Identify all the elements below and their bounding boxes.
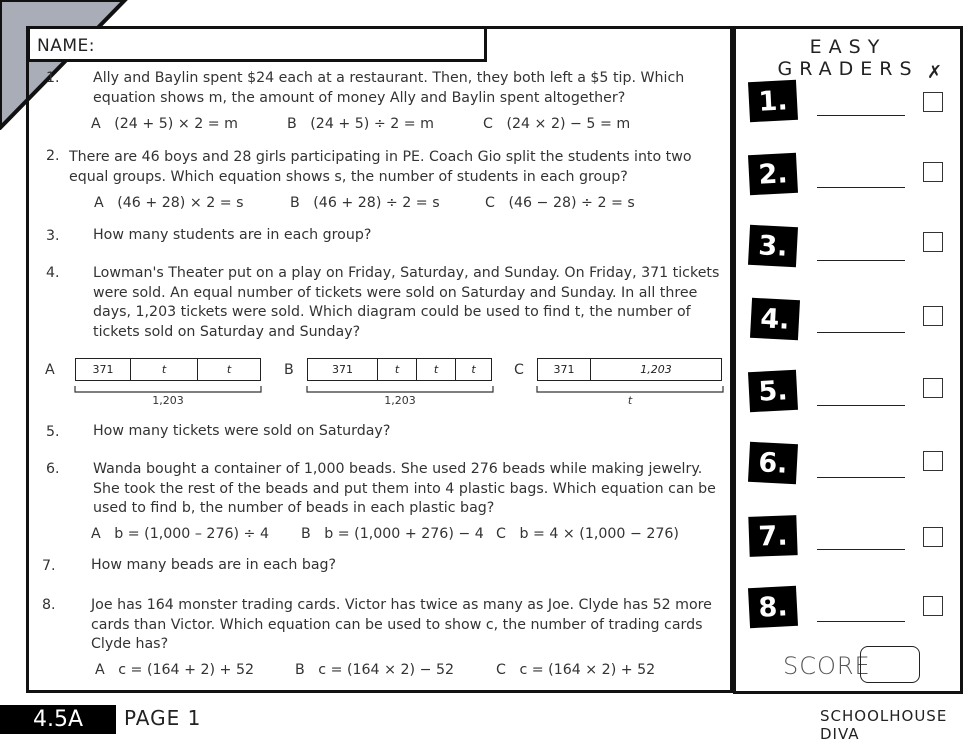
question-6-text: Wanda bought a container of 1,000 beads. She used 276 beads while making jewelry. She took the rest of the beads and put them into 4 plastic bags. Which equation can be used to find b, the number of beads in each plastic bag?	[93, 461, 716, 516]
grader-number-badge: 2.	[748, 153, 798, 195]
diagram-c-total: t	[627, 394, 633, 407]
easy-graders-title: EASY GRADERS	[777, 36, 919, 80]
question-5-text: How many tickets were sold on Saturday?	[93, 423, 391, 439]
question-4-text: Lowman's Theater put on a play on Friday, Saturday, and Sunday. On Friday, 371 tickets were sold. An equal number of tickets were sold on Saturday and Sunday. In all three days, 1,203 tickets were sold. Which diagram could be used to find t, the number of tickets sold on Saturday and Sunday?	[93, 265, 720, 340]
question-2-number: 2.	[46, 148, 60, 164]
diagram-b-tape	[307, 358, 492, 381]
q2-option-c[interactable]: C (46 − 28) ÷ 2 = s	[485, 195, 635, 211]
grader-checkbox[interactable]	[923, 527, 943, 547]
diagram-c-letter[interactable]: C	[514, 362, 524, 378]
grader-answer-blank[interactable]	[817, 259, 905, 261]
grader-answer-blank[interactable]	[817, 331, 905, 333]
grader-answer-blank[interactable]	[817, 404, 905, 406]
q6-option-b[interactable]: B b = (1,000 + 276) − 4	[301, 526, 484, 542]
diagram-b-cell: t	[417, 359, 456, 380]
question-3-text: How many students are in each group?	[93, 227, 372, 243]
grader-answer-blank[interactable]	[817, 114, 905, 116]
score-input-box[interactable]	[860, 646, 920, 683]
x-mark-icon: ✗	[927, 62, 943, 83]
q2-option-a[interactable]: A (46 + 28) × 2 = s	[94, 195, 244, 211]
question-6-number: 6.	[46, 461, 60, 477]
grader-checkbox[interactable]	[923, 378, 943, 398]
grader-number-badge: 4.	[750, 298, 800, 340]
grader-number-badge: 6.	[748, 442, 798, 484]
question-8-number: 8.	[42, 597, 56, 613]
grader-answer-blank[interactable]	[817, 548, 905, 550]
q6-option-c[interactable]: C b = 4 × (1,000 − 276)	[496, 526, 679, 542]
q1-option-b[interactable]: B (24 + 5) ÷ 2 = m	[287, 116, 434, 132]
grader-checkbox[interactable]	[923, 451, 943, 471]
grader-checkbox[interactable]	[923, 162, 943, 182]
page-label: PAGE 1	[124, 706, 202, 730]
diagram-b-total: 1,203	[384, 394, 416, 407]
diagram-b-cell: t	[378, 359, 417, 380]
question-7-text: How many beads are in each bag?	[91, 557, 337, 573]
grader-checkbox[interactable]	[923, 232, 943, 252]
diagram-a-cell: 371	[76, 359, 131, 380]
diagram-b-cell: 371	[308, 359, 378, 380]
brand-label: SCHOOLHOUSE DIVA	[820, 707, 948, 743]
grader-answer-blank[interactable]	[817, 620, 905, 622]
diagram-a-letter[interactable]: A	[45, 362, 55, 378]
grader-checkbox[interactable]	[923, 596, 943, 616]
standard-code-badge: 4.5A	[0, 705, 116, 734]
grader-checkbox[interactable]	[923, 306, 943, 326]
q8-option-b[interactable]: B c = (164 × 2) − 52	[295, 662, 455, 678]
diagram-a-total: 1,203	[152, 394, 184, 407]
question-7-number: 7.	[42, 558, 56, 574]
diagram-c-tape	[537, 358, 722, 381]
question-4-number: 4.	[46, 265, 60, 281]
question-1-text: Ally and Baylin spent $24 each at a restaurant. Then, they both left a $5 tip. Which equation shows m, the amount of money Ally and Baylin spent altogether?	[93, 70, 685, 106]
grader-number-badge: 7.	[748, 515, 797, 557]
grader-answer-blank[interactable]	[817, 186, 905, 188]
diagram-a-cell: t	[226, 363, 232, 376]
name-label: NAME:	[37, 36, 95, 56]
grader-answer-blank[interactable]	[817, 476, 905, 478]
diagram-a-cell: t	[131, 359, 198, 380]
score-label: SCORE	[783, 652, 871, 680]
grader-checkbox[interactable]	[923, 92, 943, 112]
grader-number-badge: 8.	[748, 586, 798, 628]
diagram-c-cell: 371	[538, 359, 591, 380]
diagram-b-cell: t	[471, 363, 476, 376]
q8-option-c[interactable]: C c = (164 × 2) + 52	[496, 662, 656, 678]
question-2-text: There are 46 boys and 28 girls participating in PE. Coach Gio split the students into two equal groups. Which equation shows s, the number of students in each group?	[69, 149, 692, 185]
q6-option-a[interactable]: A b = (1,000 – 276) ÷ 4	[91, 526, 269, 542]
grader-number-badge: 3.	[748, 225, 798, 267]
q2-option-b[interactable]: B (46 + 28) ÷ 2 = s	[290, 195, 440, 211]
q8-option-a[interactable]: A c = (164 + 2) + 52	[95, 662, 255, 678]
grader-number-badge: 1.	[748, 80, 798, 122]
diagram-a-tape	[75, 358, 261, 381]
diagram-b-letter[interactable]: B	[284, 362, 294, 378]
q1-option-c[interactable]: C (24 × 2) − 5 = m	[483, 116, 631, 132]
grader-number-badge: 5.	[748, 370, 798, 412]
question-3-number: 3.	[46, 228, 60, 244]
name-field[interactable]	[27, 26, 487, 62]
diagram-c-cell: 1,203	[640, 363, 672, 376]
question-8-text: Joe has 164 monster trading cards. Victor has twice as many as Joe. Clyde has 52 more cards than Victor. Which equation can be used to show c, the number of trading cards Clyde has?	[91, 597, 712, 652]
question-5-number: 5.	[46, 424, 60, 440]
q1-option-a[interactable]: A (24 + 5) × 2 = m	[91, 116, 238, 132]
question-1-number: 1.	[46, 70, 60, 86]
